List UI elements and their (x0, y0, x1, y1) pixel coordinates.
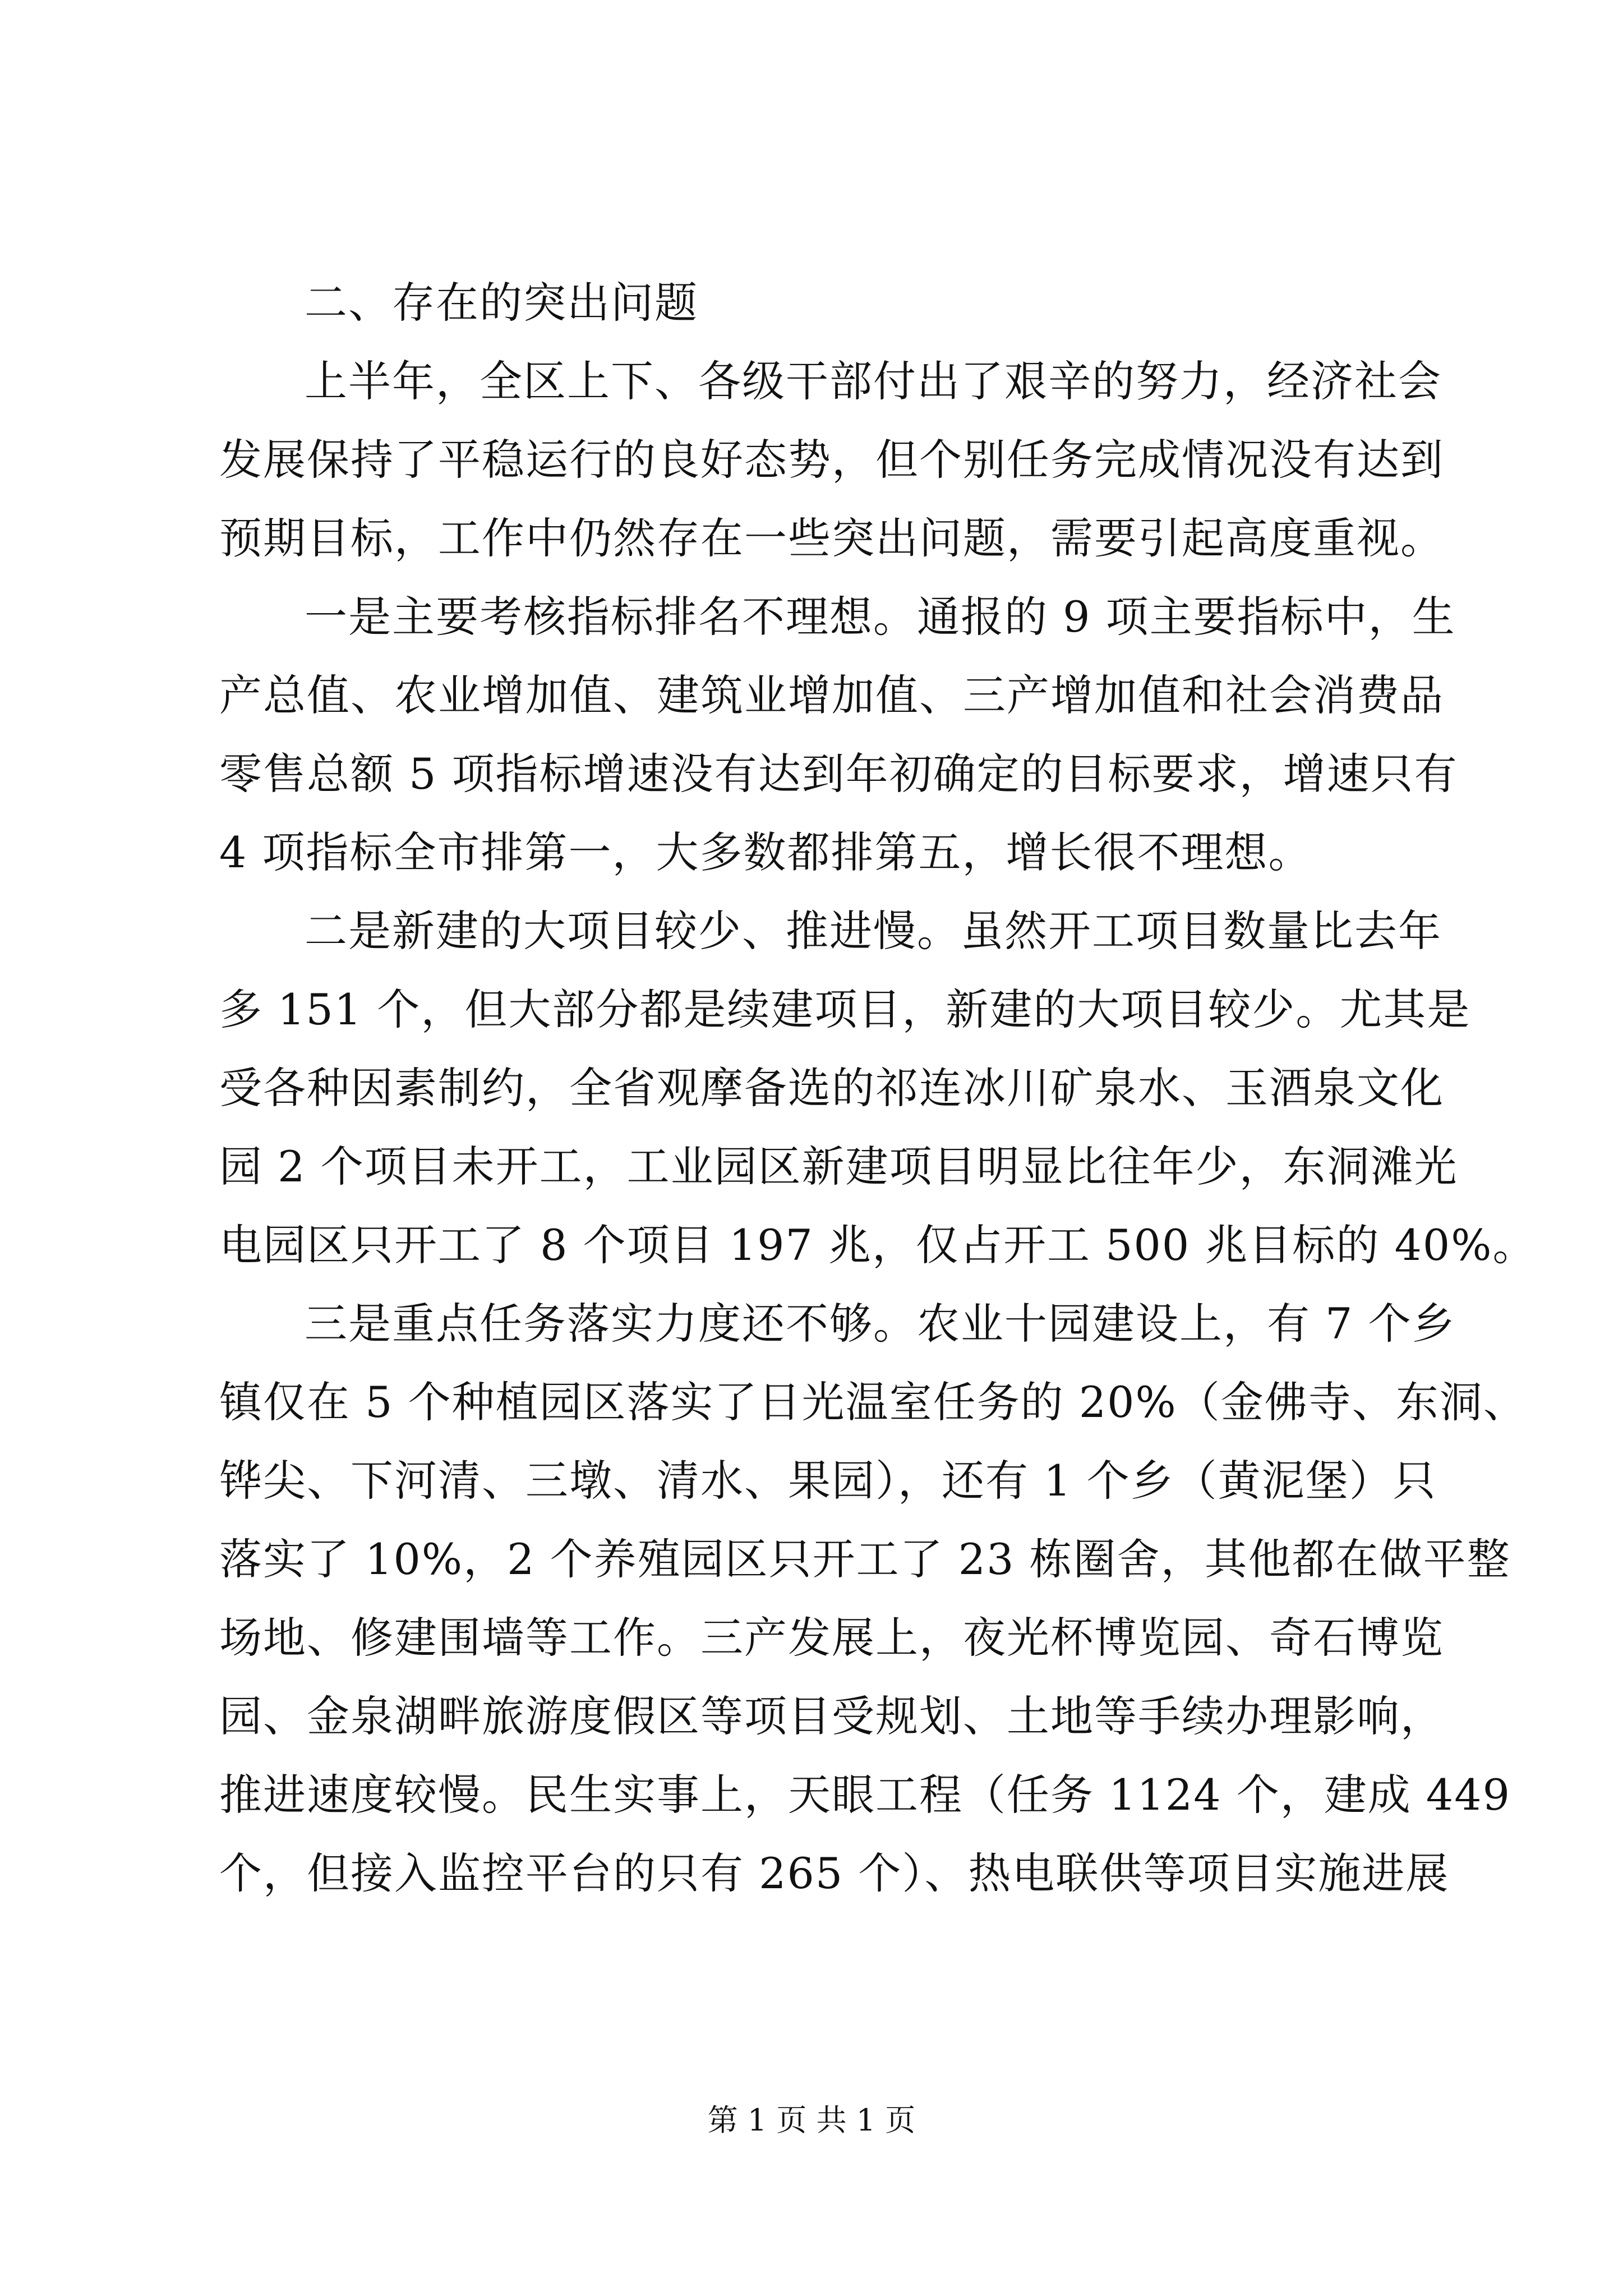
paragraph-line: 4 项指标全市排第一，大多数都排第五，增长很不理想。 (219, 827, 1312, 877)
paragraph-line: 铧尖、下河清、三墩、清水、果园），还有 1 个乡（黄泥堡）只 (219, 1456, 1437, 1506)
paragraph-line: 上半年，全区上下、各级干部付出了艰辛的努力，经济社会 (305, 356, 1442, 406)
document-body (219, 264, 1537, 1913)
paragraph-line: 预期目标，工作中仍然存在一些突出问题，需要引起高度重视。 (219, 513, 1444, 563)
page-footer: 第 1 页 共 1 页 (707, 2102, 916, 2138)
paragraph-line: 园、金泉湖畔旅游度假区等项目受规划、土地等手续办理影响， (219, 1691, 1444, 1741)
paragraph-line: 受各种因素制约，全省观摩备选的祁连冰川矿泉水、玉酒泉文化 (219, 1063, 1444, 1113)
paragraph-line: 个，但接入监控平台的只有 265 个）、热电联供等项目实施进展 (219, 1848, 1450, 1898)
paragraph-line: 推进速度较慢。民生实事上，天眼工程（任务 1124 个，建成 449 (219, 1770, 1511, 1820)
paragraph-line: 落实了 10%，2 个养殖园区只开工了 23 栋圈舍，其他都在做平整 (219, 1534, 1511, 1584)
paragraph-line: 二是新建的大项目较少、推进慢。虽然开工项目数量比去年 (305, 906, 1442, 956)
paragraph-line: 镇仅在 5 个种植园区落实了日光温室任务的 20%（金佛寺、东洞、 (219, 1377, 1527, 1427)
paragraph-line: 产总值、农业增加值、建筑业增加值、三产增加值和社会消费品 (219, 670, 1444, 720)
paragraph-line: 多 151 个，但大部分都是续建项目，新建的大项目较少。尤其是 (219, 984, 1471, 1034)
paragraph-line: 三是重点任务落实力度还不够。农业十园建设上，有 7 个乡 (305, 1299, 1456, 1349)
paragraph-line: 电园区只开工了 8 个项目 197 兆，仅占开工 500 兆目标的 40%。 (219, 1220, 1537, 1270)
paragraph-line: 零售总额 5 项指标增速没有达到年初确定的目标要求，增速只有 (219, 749, 1458, 799)
paragraph-line: 场地、修建围墙等工作。三产发展上，夜光杯博览园、奇石博览 (219, 1613, 1444, 1663)
paragraph-line: 园 2 个项目未开工，工业园区新建项目明显比往年少，东洞滩光 (219, 1142, 1458, 1191)
section-heading: 二、存在的突出问题 (305, 278, 698, 328)
paragraph-line: 发展保持了平稳运行的良好态势，但个别任务完成情况没有达到 (219, 435, 1444, 485)
paragraph-line: 一是主要考核指标排名不理想。通报的 9 项主要指标中，生 (305, 592, 1456, 642)
